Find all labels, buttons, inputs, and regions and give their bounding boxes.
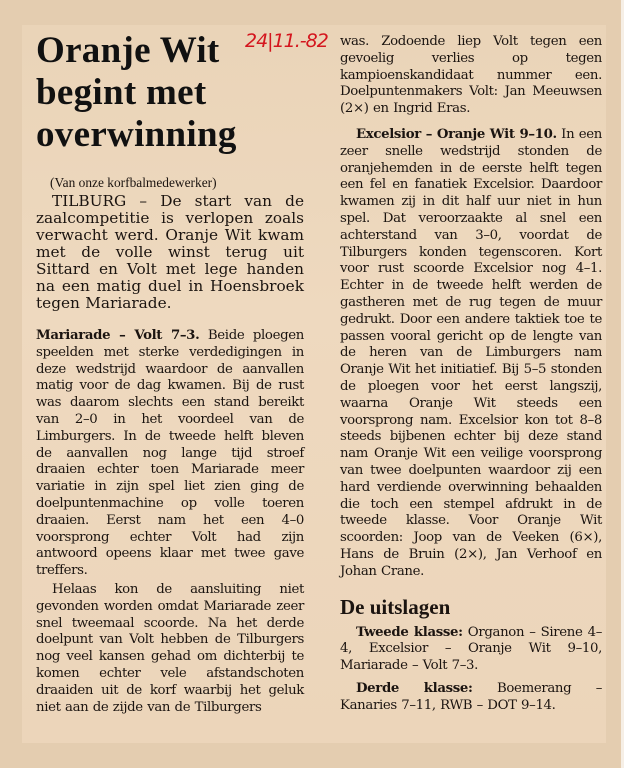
match-report-mariarade-volt	[36, 328, 304, 580]
paragraph: Helaas kon de aansluiting niet gevonden worden omdat Mariarade zeer snel tweemaal scoorde. Na het derde doelpunt van Volt hebben de Tilburgers nog veel kansen gehad om dichterbij te komen echter vele afstandschoten draaiden uit de korf waarbij het geluk niet aan de zijde van de Tilburgers	[36, 581, 304, 715]
results-derde-klasse	[340, 681, 602, 715]
lead-paragraph: TILBURG – De start van de zaalcompetitie is verlopen zoals verwacht werd. Oranje Wit kwam met de volle winst terug uit Sittard en Volt met lege handen na een matig duel in Hoensbroek tegen Mariarade.	[36, 192, 304, 312]
column-left	[36, 30, 304, 716]
headline	[36, 30, 304, 156]
match-report-excelsior-oranje-wit	[340, 127, 602, 581]
class-label: Tweede klasse:	[356, 624, 463, 640]
column-right	[340, 34, 602, 714]
class-label: Derde klasse:	[356, 680, 473, 696]
match-score-heading: Mariarade – Volt 7–3.	[36, 328, 200, 343]
results-tweede-klasse	[340, 625, 602, 675]
headline-line: overwinning	[36, 114, 237, 155]
results-text: Organon – Sirene 4–4, Excelsior – Oranje Wit 9–10, Mariarade – Volt 7–3.	[340, 624, 602, 674]
byline: (Van onze korfbalmedewerker)	[50, 175, 217, 190]
match-score-heading: Excelsior – Oranje Wit 9–10.	[356, 126, 557, 142]
headline-line: Oranje Wit	[36, 30, 220, 71]
results-heading: De uitslagen	[340, 594, 451, 619]
headline-line: begint met	[36, 72, 207, 113]
results-text: Boemerang – Kanaries 7–11, RWB – DOT 9–14.	[340, 680, 602, 713]
paragraph-continued: was. Zodoende liep Volt tegen een gevoelig verlies op tegen kampioenskandidaat nummer een. Doelpuntenmakers Volt: Jan Meeuwsen (2×) en Ingrid Eras.	[340, 34, 602, 117]
paragraph-text: In een zeer snelle wedstrijd stonden de oranjehemden in de eerste helft tegen een fel en fanatiek Excelsior. Daardoor kwamen zij in dit half uur niet in hun spel. Dat veroorzaakte al snel een achterstand van 3–0, voordat de Tilburgers konden tegenscoren. Kort voor rust scoorde Excelsior nog 4–1. Echter in de tweede helft werden de gastheren met de rug tegen de muur gedrukt. Door een andere taktiek toe te passen vooral gericht op de lengte van de heren van de Limburgers nam Oranje Wit het initiatief. Bij 5–5 stonden de ploegen voor het eerst langszij, waarna Oranje Wit steeds een voorsprong nam. Excelsior kon tot 8–8 steeds bijbenen echter bij deze stand nam Oranje Wit een veilige voorsprong van twee doelpunten waardoor zij een hard verdiende overwinning behaalden die toch een stempel afdrukt in de tweede klasse. Voor Oranje Wit scoorden: Joop van de Veeken (6×), Hans de Bruin (2×), Jan Verhoof en Johan Crane.	[340, 126, 602, 579]
paragraph-text: Beide ploegen speelden met sterke verdedigingen in deze wedstrijd waardoor de aanvallen matig voor de dag kwamen. Bij de rust was daarom slechts een stand bereikt van 2–0 in het voordeel van de Limburgers. In de tweede helft bleven de aanvallen nog lange tijd stroef draaien echter toen Mariarade meer variatie in zijn spel liet zien ging de doelpuntenmachine op volle toeren draaien. Eerst nam het een 4–0 voorsprong echter Volt had zijn antwoord opeens klaar met twee gave treffers.	[36, 328, 304, 579]
handwritten-date: 24|11.-82	[245, 30, 328, 52]
